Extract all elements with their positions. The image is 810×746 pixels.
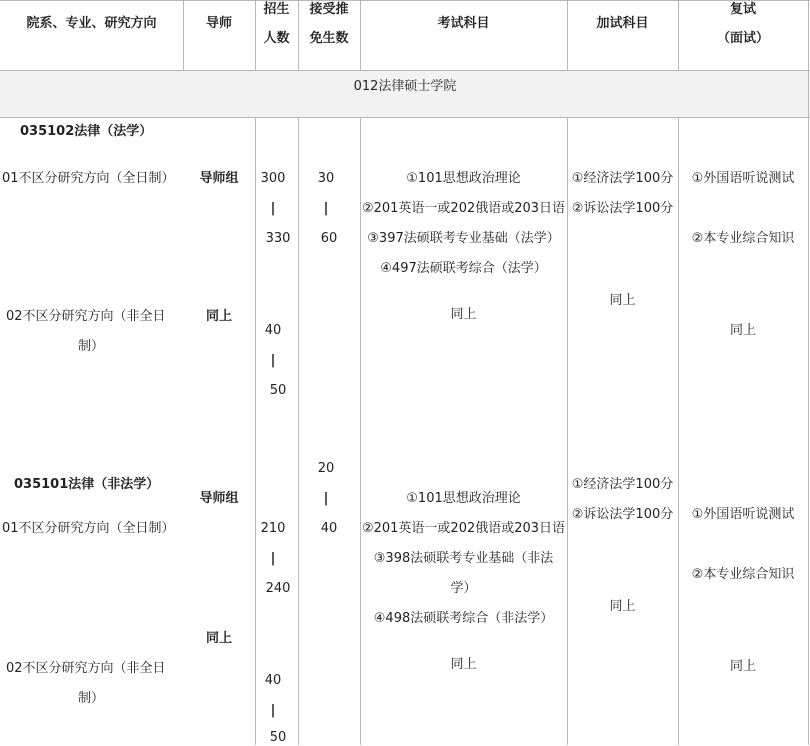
retest-item: ②本专业综合知识 [691,567,795,582]
major-title: 035102法律（法学） [20,124,153,139]
exempt-max: 60 [320,231,338,246]
retest-item: ①外国语听说测试 [691,171,795,186]
quota-max: 330 [265,231,291,246]
quota-range-bar: | [270,703,276,718]
extra-subject: ②诉讼法学100分 [571,201,674,216]
exam-subject: ③398法硕联考专业基础（非法 [373,551,554,566]
extra-subject: ①经济法学100分 [571,477,674,492]
table-border-right [808,0,809,745]
extra-same-as-above: 同上 [609,293,636,308]
quota-min: 40 [264,673,282,688]
exam-subject: ②201英语一或202俄语或203日语 [361,521,566,536]
header-exempt-line1: 接受推 [309,2,349,17]
exempt-max: 40 [320,521,338,536]
extra-subject: ②诉讼法学100分 [571,507,674,522]
exam-same-as-above: 同上 [450,307,477,322]
exam-subject: ④497法硕联考综合（法学） [380,261,547,276]
advisor-cell: 导师组 [199,171,239,186]
header-col-divider [183,0,184,70]
header-retest-line1: 复试 [729,2,756,17]
exempt-range-bar: | [323,201,329,216]
direction-label-cont: 制） [78,691,105,706]
exam-subject: ①101思想政治理论 [406,171,521,186]
header-extra-subjects: 加试科目 [596,16,649,31]
quota-max: 50 [269,730,287,745]
advisor-cell: 同上 [205,309,232,324]
header-exam-subjects: 考试科目 [437,16,490,31]
header-advisor: 导师 [205,16,232,31]
header-quota-line1: 招生 [263,2,290,17]
header-exempt-line2: 免生数 [309,31,349,46]
extra-subject: ①经济法学100分 [571,171,674,186]
retest-item: ①外国语听说测试 [691,507,795,522]
header-divider [0,70,810,71]
exempt-range-bar: | [323,491,329,506]
quota-min: 40 [264,323,282,338]
school-row-divider [0,117,810,118]
header-col-divider [567,0,568,70]
quota-range-bar: | [270,201,276,216]
exam-subject: ①101思想政治理论 [406,491,521,506]
exam-subject-cont: 学） [450,581,477,596]
quota-min: 210 [260,521,286,536]
exam-subject: ④498法硕联考综合（非法学） [373,611,554,626]
direction-label: 01不区分研究方向（全日制） [2,171,175,186]
table-border-top [0,0,810,1]
direction-label: 02不区分研究方向（非全日 [6,309,166,324]
advisor-cell: 同上 [205,631,232,646]
direction-label: 01不区分研究方向（全日制） [2,521,175,536]
quota-max: 50 [269,383,287,398]
exempt-min: 20 [317,461,335,476]
retest-item: ②本专业综合知识 [691,231,795,246]
quota-range-bar: | [270,551,276,566]
exempt-min: 30 [317,171,335,186]
header-quota-line2: 人数 [263,31,290,46]
body-col-divider [678,117,679,745]
school-name: 012法律硕士学院 [353,79,457,94]
exam-same-as-above: 同上 [450,657,477,672]
direction-label-cont: 制） [78,339,105,354]
major-title: 035101法律（非法学） [14,477,160,492]
header-retest-line2: （面试） [716,31,769,46]
retest-same-as-above: 同上 [729,659,756,674]
header-col-divider [360,0,361,70]
exam-subject: ③397法硕联考专业基础（法学） [367,231,560,246]
quota-range-bar: | [270,353,276,368]
quota-max: 240 [265,581,291,596]
exam-subject: ②201英语一或202俄语或203日语 [361,201,566,216]
retest-same-as-above: 同上 [729,323,756,338]
header-department: 院系、专业、研究方向 [26,16,157,31]
quota-min: 300 [260,171,286,186]
extra-same-as-above: 同上 [609,599,636,614]
advisor-cell: 导师组 [199,491,239,506]
direction-label: 02不区分研究方向（非全日 [6,661,166,676]
